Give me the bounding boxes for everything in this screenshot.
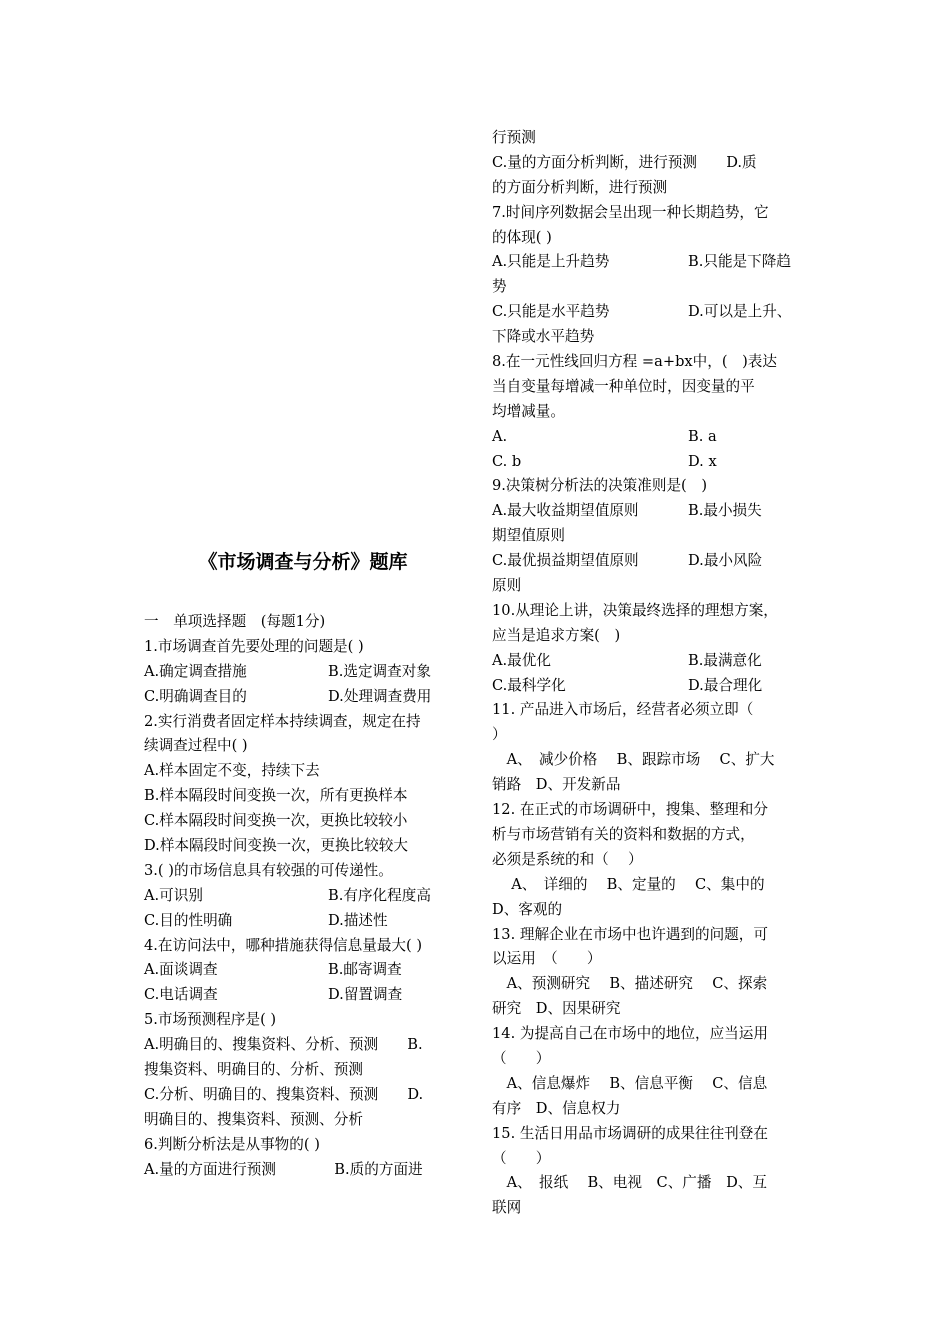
text-line: A、 报纸 B、电视 C、广播 D、互 <box>492 1174 767 1192</box>
text-line: 4.在访问法中，哪种措施获得信息量最大( ) <box>144 936 423 954</box>
option-text: C.最优损益期望值原则 <box>492 552 639 570</box>
text-line: 势 <box>492 278 507 296</box>
text-line: （ ） <box>492 1149 551 1167</box>
document-title: 《市场调查与分析》题库 <box>198 551 408 573</box>
option-text: A. <box>492 427 508 445</box>
text-line: 期望值原则 <box>492 527 565 545</box>
option-text: A.最大收益期望值原则 <box>492 502 639 520</box>
text-line: 的体现( ) <box>492 228 552 246</box>
text-line <box>492 250 812 275</box>
text-line: 13. 理解企业在市场中也许遇到的问题，可 <box>492 925 768 943</box>
text-line: 8.在一元性线回归方程 =a+bx中，( )表达 <box>492 353 777 371</box>
option-text: D.留置调查 <box>328 986 403 1004</box>
text-line <box>492 499 812 524</box>
text-line <box>492 649 812 674</box>
text-line: 明确目的、搜集资料、预测、分析 <box>144 1110 363 1128</box>
text-line: A.量的方面进行预测 B.质的方面进 <box>144 1160 423 1178</box>
option-text: D.可以是上升、 <box>688 303 792 321</box>
text-line: 有序 D、信息权力 <box>492 1099 621 1117</box>
text-line <box>144 958 462 983</box>
text-line: A、预测研究 B、描述研究 C、探索 <box>492 975 768 993</box>
text-line: 必须是系统的和（ ） <box>492 850 643 868</box>
text-line <box>492 300 812 325</box>
text-line: A、信息爆炸 B、信息平衡 C、信息 <box>492 1074 768 1092</box>
text-line: 下降或水平趋势 <box>492 328 595 346</box>
text-line: 10.从理论上讲，决策最终选择的理想方案， <box>492 601 778 619</box>
text-line: 6.判断分析法是从事物的( ) <box>144 1135 320 1153</box>
option-text: B.选定调查对象 <box>328 662 431 680</box>
text-line: B.样本隔段时间变换一次，所有更换样本 <box>144 787 408 805</box>
option-text: D.最合理化 <box>688 676 763 694</box>
option-text: B. a <box>688 427 717 445</box>
text-line: D.样本隔段时间变换一次，更换比较较大 <box>144 837 408 855</box>
left-column <box>144 610 462 1182</box>
text-line: （ ） <box>492 1049 551 1067</box>
text-line: 14. 为提高自己在市场中的地位，应当运用 <box>492 1025 768 1043</box>
option-text: B.最小损失 <box>688 502 762 520</box>
text-line: 9.决策树分析法的决策准则是( ) <box>492 477 708 495</box>
text-line: 均增减量。 <box>492 402 565 420</box>
text-line: 3.( )的市场信息具有较强的可传递性。 <box>144 861 393 879</box>
option-text: B.只能是下降趋 <box>688 253 791 271</box>
text-line: 一 单项选择题 (每题1分) <box>144 613 326 630</box>
option-text: B.邮寄调查 <box>328 961 402 979</box>
option-text: C.电话调查 <box>144 986 218 1004</box>
text-line: 11. 产品进入市场后，经营者必须立即（ <box>492 701 754 719</box>
text-line: 销路 D、开发新品 <box>492 776 621 794</box>
option-text: D.最小风险 <box>688 552 763 570</box>
text-line <box>144 909 462 934</box>
option-text: D. x <box>688 452 717 470</box>
option-text: A.确定调查措施 <box>144 662 247 680</box>
text-line: 7.时间序列数据会呈出现一种长期趋势，它 <box>492 203 769 221</box>
option-text: C.明确调查目的 <box>144 687 247 705</box>
option-text: D.描述性 <box>328 911 388 929</box>
text-line: 5.市场预测程序是( ) <box>144 1011 277 1029</box>
text-line <box>492 549 812 574</box>
text-line: A.样本固定不变，持续下去 <box>144 762 320 780</box>
text-line: C.样本隔段时间变换一次，更换比较较小 <box>144 812 408 830</box>
text-line <box>492 674 812 699</box>
text-line <box>144 884 462 909</box>
option-text: D.处理调查费用 <box>328 687 432 705</box>
text-line: 2.实行消费者固定样本持续调查，规定在持 <box>144 712 421 730</box>
option-text: A.最优化 <box>492 651 551 669</box>
option-text: A.只能是上升趋势 <box>492 253 610 271</box>
text-line: 当自变量每增减一种单位时，因变量的平 <box>492 377 755 395</box>
text-line: 1.市场调查首先要处理的问题是( ) <box>144 637 364 655</box>
text-line: ） <box>492 726 507 744</box>
text-line: 15. 生活日用品市场调研的成果往往刊登在 <box>492 1124 768 1142</box>
text-line <box>144 983 462 1008</box>
option-text: C.只能是水平趋势 <box>492 303 610 321</box>
text-line: A、 减少价格 B、跟踪市场 C、扩大 <box>492 751 775 769</box>
option-text: A.面谈调查 <box>144 961 218 979</box>
text-line: D、客观的 <box>492 900 563 918</box>
right-column <box>492 126 812 1221</box>
text-line <box>492 425 812 450</box>
text-line: A.明确目的、搜集资料、分析、预测 B. <box>144 1036 423 1054</box>
option-text: A.可识别 <box>144 886 203 904</box>
text-line <box>144 660 462 685</box>
text-line: A、 详细的 B、定量的 C、集中的 <box>492 875 765 893</box>
text-line <box>492 450 812 475</box>
text-line: 的方面分析判断，进行预测 <box>492 178 668 196</box>
option-text: B.最满意化 <box>688 651 762 669</box>
text-line: 搜集资料、明确目的、分析、预测 <box>144 1061 363 1079</box>
text-line: 联网 <box>492 1199 522 1217</box>
option-text: C.最科学化 <box>492 676 566 694</box>
text-line: 原则 <box>492 577 522 595</box>
text-line: 续调查过程中( ) <box>144 737 248 755</box>
text-line: 应当是追求方案( ) <box>492 626 621 644</box>
text-line: 析与市场营销有关的资料和数据的方式， <box>492 825 755 843</box>
text-line: 研究 D、因果研究 <box>492 1000 621 1018</box>
text-line: 行预测 <box>492 129 536 146</box>
option-text: B.有序化程度高 <box>328 886 431 904</box>
text-line: C.量的方面分析判断，进行预测 D.质 <box>492 153 757 171</box>
option-text: C. b <box>492 452 522 470</box>
text-line: C.分析、明确目的、搜集资料、预测 D. <box>144 1085 424 1103</box>
option-text: C.目的性明确 <box>144 911 233 929</box>
text-line: 12. 在正式的市场调研中，搜集、整理和分 <box>492 801 768 819</box>
text-line <box>144 685 462 710</box>
text-line: 以运用 （ ） <box>492 950 602 968</box>
